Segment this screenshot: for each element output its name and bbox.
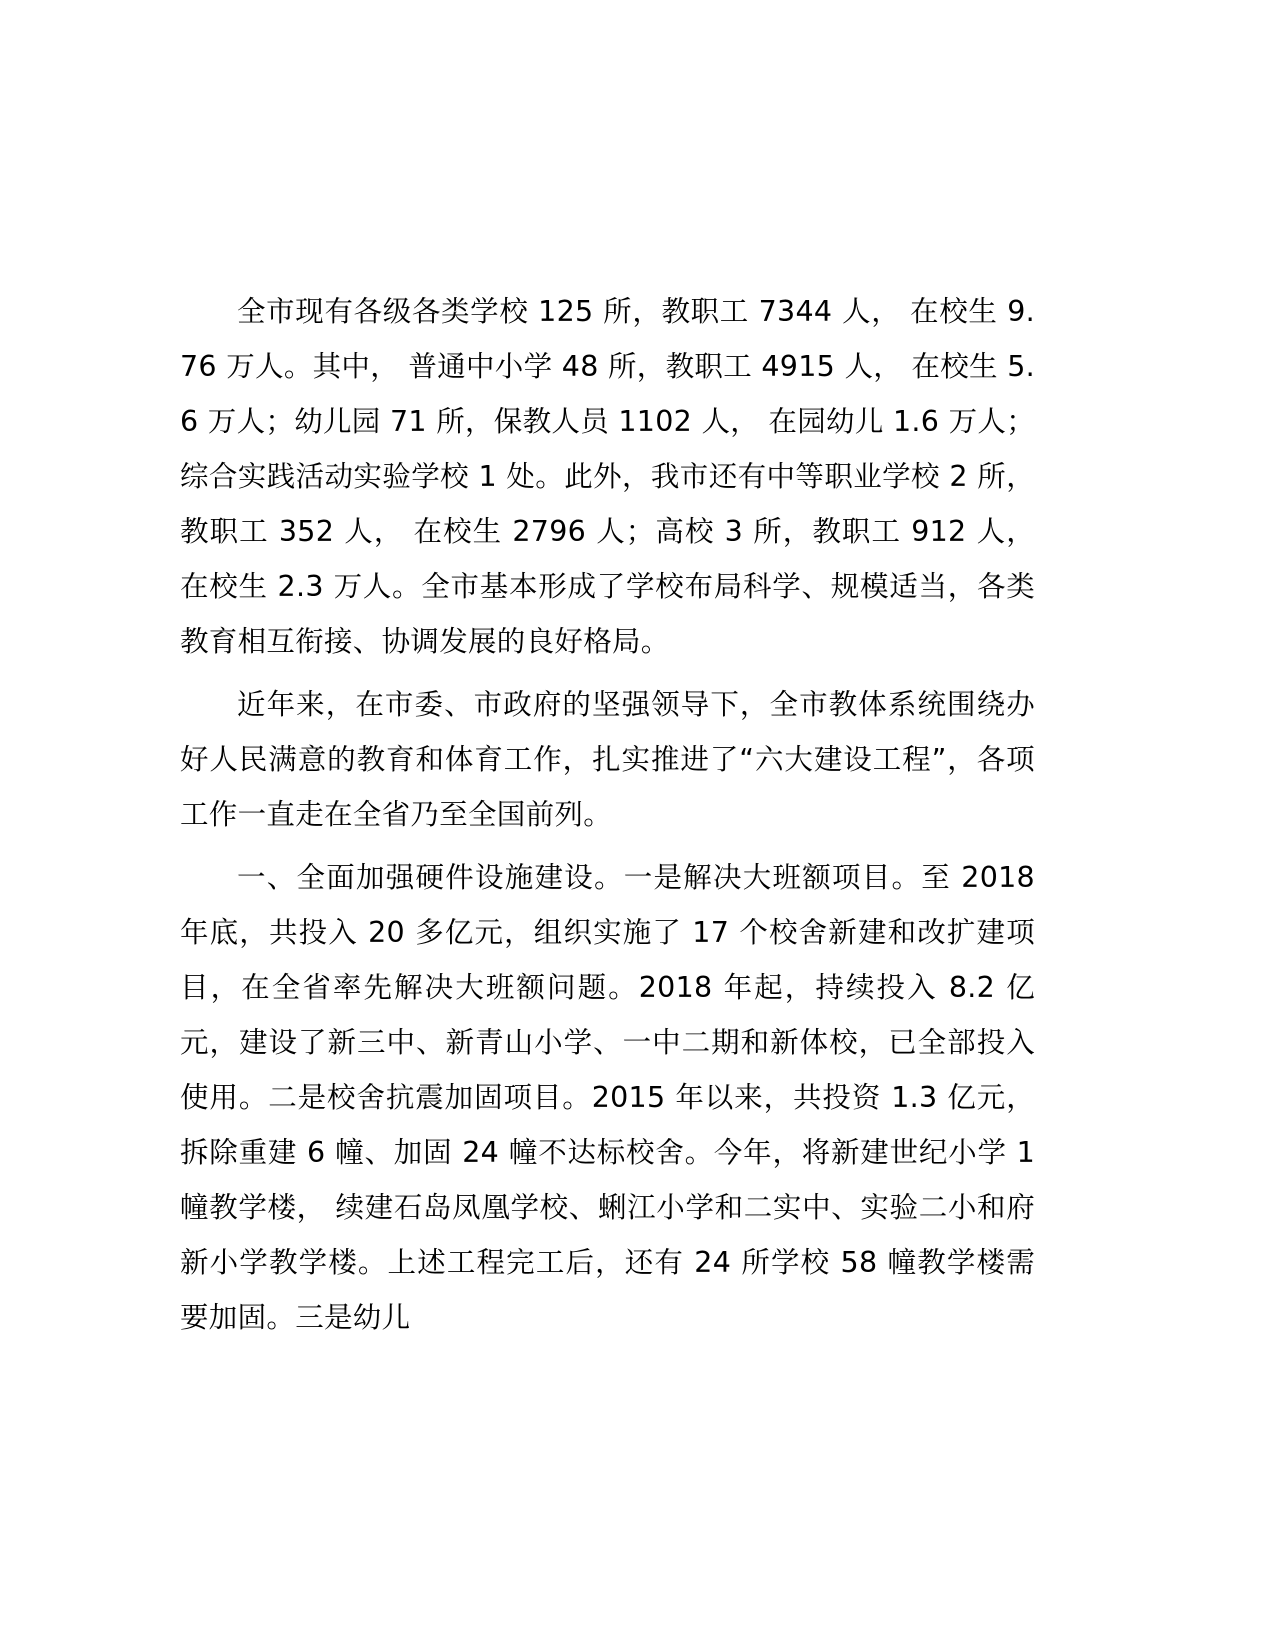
paragraph-school-statistics: 全市现有各级各类学校 125 所，教职工 7344 人， 在校生 9.76 万人。其中， 普通中小学 48 所，教职工 4915 人， 在校生 5.6 万人；幼儿园 71 所，保教人员 1102 人， 在园幼儿 1.6 万人；综合实践活动实验学校 1 处。此外，我市还有中等职业学校 2 所，教职工 352 人， 在校生 2796 人；高校 3 所，教职工 912 人， 在校生 2.3 万人。全市基本形成了学校布局科学、规模适当，各类教育相互衔接、协调发展的良好格局。 — [180, 295, 1035, 658]
paragraph-recent-achievements: 近年来，在市委、市政府的坚强领导下，全市教体系统围绕办好人民满意的教育和体育工作，扎实推进了“六大建设工程”，各项工作一直走在全省乃至全国前列。 — [180, 688, 1035, 831]
paragraph-hardware-construction: 一、全面加强硬件设施建设。一是解决大班额项目。至 2018 年底，共投入 20 多亿元，组织实施了 17 个校舍新建和改扩建项目，在全省率先解决大班额问题。2018 年起，持续投入 8.2 亿元，建设了新三中、新青山小学、一中二期和新体校，已全部投入使用。二是校舍抗震加固项目。2015 年以来，共投资 1.3 亿元，拆除重建 6 幢、加固 24 幢不达标校舍。今年，将新建世纪小学 1 幢教学楼， 续建石岛凤凰学校、蜊江小学和二实中、实验二小和府新小学教学楼。上述工程完工后，还有 24 所学校 58 幢教学楼需要加固。三是幼儿 — [180, 861, 1035, 1334]
document-body — [180, 284, 1035, 1353]
